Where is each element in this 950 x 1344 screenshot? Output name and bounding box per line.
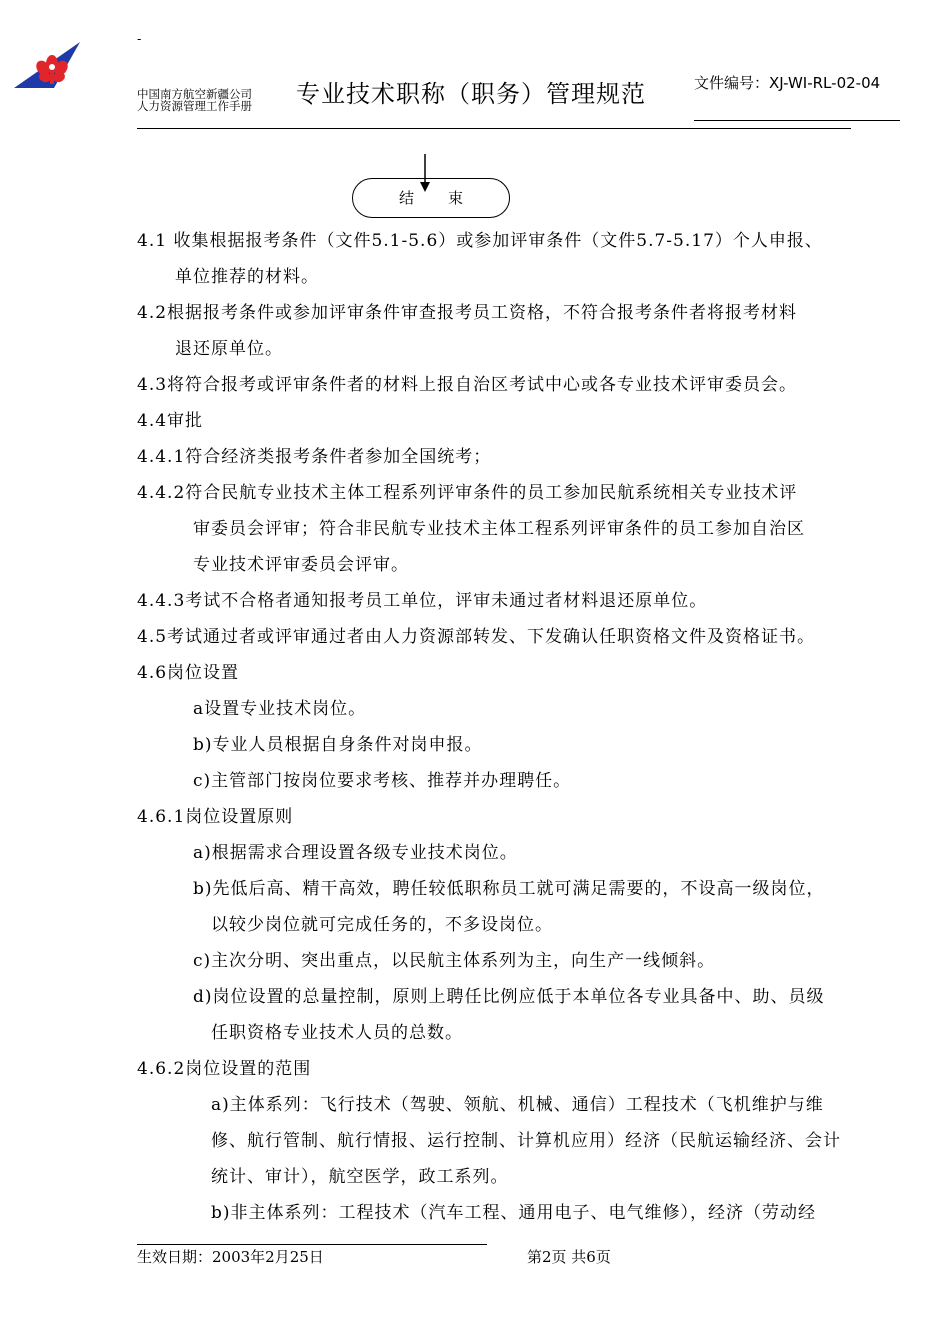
paragraph-line: 4.4.1符合经济类报考条件者参加全国统考； [137,447,492,467]
paragraph-line: 4.6.2岗位设置的范围 [137,1059,312,1079]
paragraph-line: 专业技术评审委员会评审。 [193,555,409,575]
paragraph-line: 4.5考试通过者或评审通过者由人力资源部转发、下发确认任职资格文件及资格证书。 [137,627,816,647]
document-number: 文件编号：XJ-WI-RL-02-04 [694,74,881,92]
paragraph-line: 退还原单位。 [175,339,283,359]
paragraph-line: c)主次分明、突出重点，以民航主体系列为主，向生产一线倾斜。 [193,951,716,971]
paragraph-line: b)先低后高、精干高效，聘任较低职称员工就可满足需要的，不设高一级岗位， [193,879,825,899]
paragraph-line: a)根据需求合理设置各级专业技术岗位。 [193,843,518,863]
paragraph-line: 4.6.1岗位设置原则 [137,807,294,827]
paragraph-line: b)非主体系列：工程技术（汽车工程、通用电子、电气维修），经济（劳动经 [211,1203,817,1223]
paragraph-line: 修、航行管制、航行情报、运行控制、计算机应用）经济（民航运输经济、会计 [211,1131,841,1151]
paragraph-line: 4.3将符合报考或评审条件者的材料上报自治区考试中心或各专业技术评审委员会。 [137,375,798,395]
document-title: 专业技术职称（职务）管理规范 [296,80,646,108]
company-logo-icon [14,40,82,88]
paragraph-line: a)主体系列：飞行技术（驾驶、领航、机械、通信）工程技术（飞机维护与维 [211,1095,824,1115]
paragraph-line: 4.4.3考试不合格者通知报考员工单位，评审未通过者材料退还原单位。 [137,591,708,611]
company-line-1: 中国南方航空新疆公司 [137,87,252,101]
footer-divider [137,1244,487,1245]
paragraph-line: 4.1 收集根据报考条件（文件5.1-5.6）或参加评审条件（文件5.7-5.17）个人申报、 [137,231,823,251]
paragraph-line: 统计、审计），航空医学，政工系列。 [211,1167,509,1187]
paragraph-line: 4.4.2符合民航专业技术主体工程系列评审条件的员工参加民航系统相关专业技术评 [137,483,798,503]
flowchart-end-node: 结束 [352,178,510,218]
paragraph-line: 审委员会评审；符合非民航专业技术主体工程系列评审条件的员工参加自治区 [193,519,805,539]
header-divider [137,128,851,129]
page-number: 第2页 共6页 [527,1248,611,1266]
paragraph-line: 任职资格专业技术人员的总数。 [211,1023,463,1043]
document-body [137,223,863,1231]
document-number-underline [694,120,900,121]
paragraph-line: a设置专业技术岗位。 [193,699,367,719]
company-line-2: 人力资源管理工作手册 [137,99,252,113]
paragraph-line: c)主管部门按岗位要求考核、推荐并办理聘任。 [193,771,572,791]
effective-date: 生效日期：2003年2月25日 [137,1248,324,1266]
paragraph-line: b)专业人员根据自身条件对岗申报。 [193,735,483,755]
header-dash: - [137,32,142,46]
company-name [137,88,252,112]
paragraph-line: 4.2根据报考条件或参加评审条件审查报考员工资格，不符合报考条件者将报考材料 [137,303,798,323]
paragraph-line: 4.6岗位设置 [137,663,240,683]
paragraph-line: 4.4审批 [137,411,204,431]
paragraph-line: d)岗位设置的总量控制，原则上聘任比例应低于本单位各专业具备中、助、员级 [193,987,825,1007]
paragraph-line: 以较少岗位就可完成任务的，不多设岗位。 [211,915,553,935]
paragraph-line: 单位推荐的材料。 [175,267,319,287]
